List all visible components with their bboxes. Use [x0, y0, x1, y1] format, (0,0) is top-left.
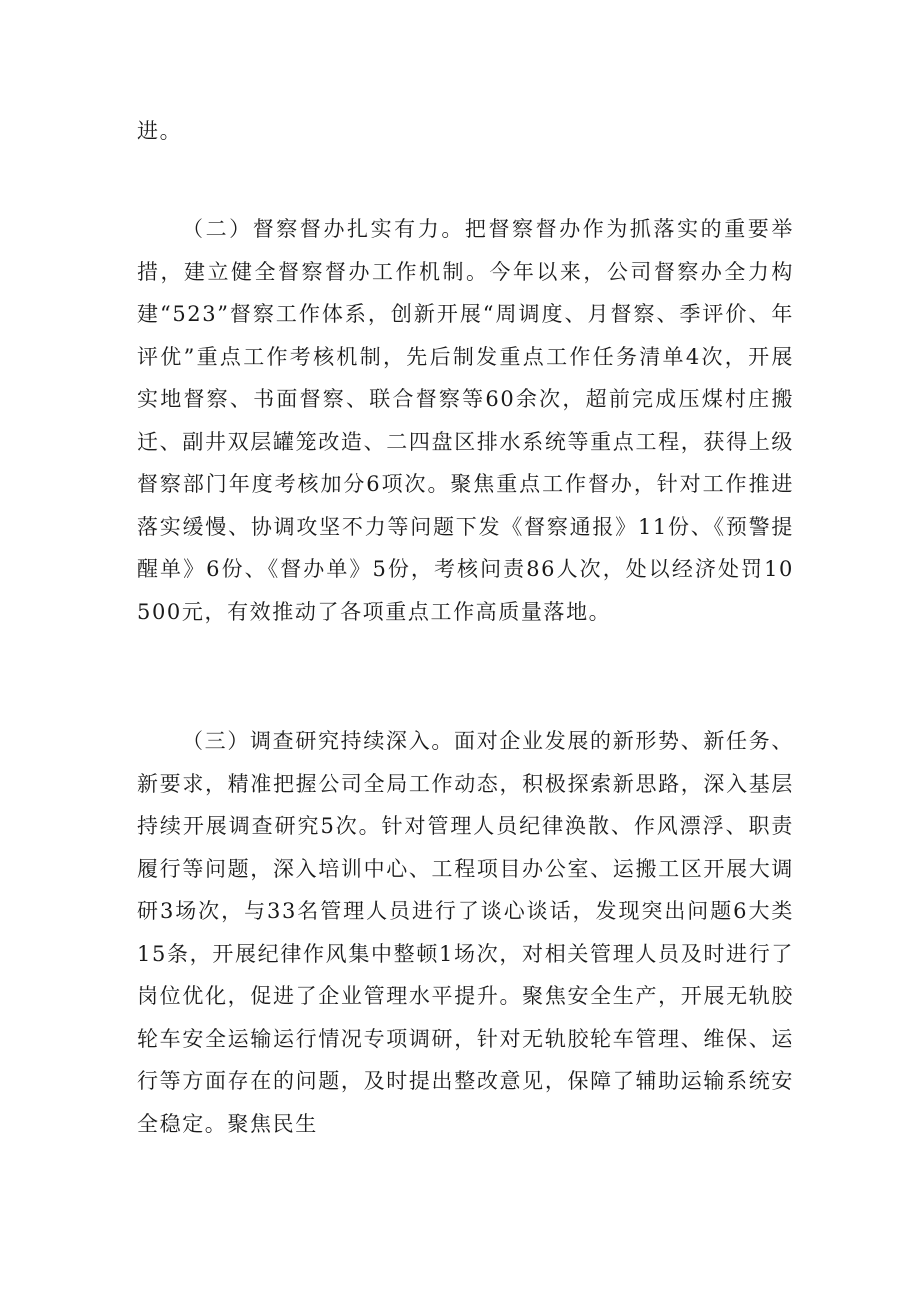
paragraph-supervision: （二）督察督办扎实有力。把督察督办作为抓落实的重要举措，建立健全督察督办工作机制。今年以来，公司督察办全力构建“523”督察工作体系，创新开展“周调度、月督察、季评价、年评优”重点工作考核机制，先后制发重点工作任务清单4次，开展实地督察、书面督察、联合督察等60余次，超前完成压煤村庄搬迁、副井双层罐笼改造、二四盘区排水系统等重点工程，获得上级督察部门年度考核加分6项次。聚焦重点工作督办，针对工作推进落实缓慢、协调攻坚不力等问题下发《督察通报》11份、《预警提醒单》6份、《督办单》5份，考核问责86人次，处以经济处罚10500元，有效推动了各项重点工作高质量落地。: [137, 217, 794, 624]
paragraph-continuation: 进。: [137, 119, 183, 143]
paragraph-investigation: （三）调查研究持续深入。面对企业发展的新形势、新任务、新要求，精准把握公司全局工作动态，积极探索新思路，深入基层持续开展调查研究5次。针对管理人员纪律涣散、作风漂浮、职责履行等问题，深入培训中心、工程项目办公室、运搬工区开展大调研3场次，与33名管理人员进行了谈心谈话，发现突出问题6大类15条，开展纪律作风集中整顿1场次，对相关管理人员及时进行了岗位优化，促进了企业管理水平提升。聚焦安全生产，开展无轨胶轮车安全运输运行情况专项调研，针对无轨胶轮车管理、维保、运行等方面存在的问题，及时提出整改意见，保障了辅助运输系统安全稳定。聚焦民生: [137, 729, 794, 1136]
